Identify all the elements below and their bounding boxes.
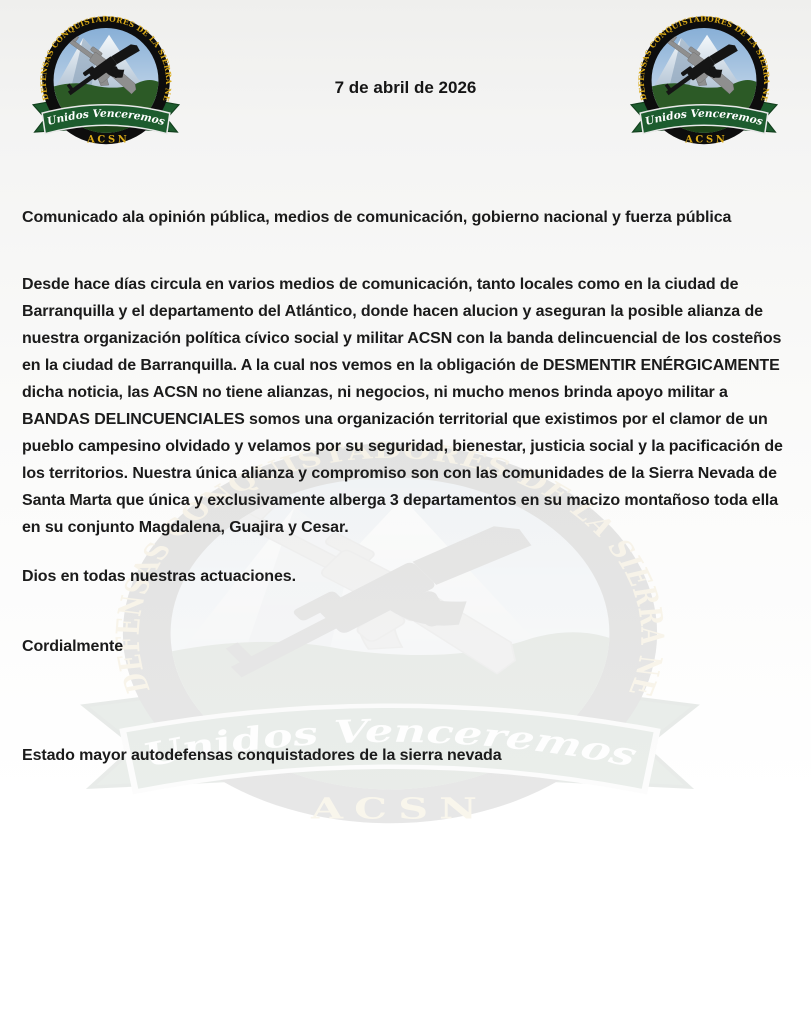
body-paragraph: Desde hace días circula en varios medios de comunicación, tanto locales como en la ciudad de Barranquilla y el departamento del Atlántico, donde hacen alucion y aseguran la posible alianza de nuestra organización política cívico social y militar ACSN con la banda delincuencial de los costeños en la ciudad de Barranquilla. A la cual nos vemos en la obligación de DESMENTIR ENÉRGICAMENTE dicha noticia, las ACSN no tiene alianzas, ni negocios, ni mucho menos brinda apoyo militar a BANDAS DELINCUENCIALES somos una organización territorial que existimos por el clamor de un pueblo campesino olvidado y velamos por su seguridad, bienestar, justicia social y la pacificación de los territorios. Nuestra única alianza y compromiso son con las comunidades de la Sierra Nevada de Santa Marta que única y exclusivamente alberga 3 departamentos en su macizo montañoso toda ella en su conjunto Magdalena, Guajira y Cesar. [22,276,783,536]
god-line: Dios en todas nuestras actuaciones. [22,568,296,585]
salutation-line: Comunicado ala opinión pública, medios de comunicación, gobierno nacional y fuerza pública [22,209,732,226]
signature-line: Estado mayor autodefensas conquistadores de la sierra nevada [22,747,502,764]
closing-line: Cordialmente [22,638,124,655]
letter-date: 7 de abril de 2026 [334,78,477,97]
